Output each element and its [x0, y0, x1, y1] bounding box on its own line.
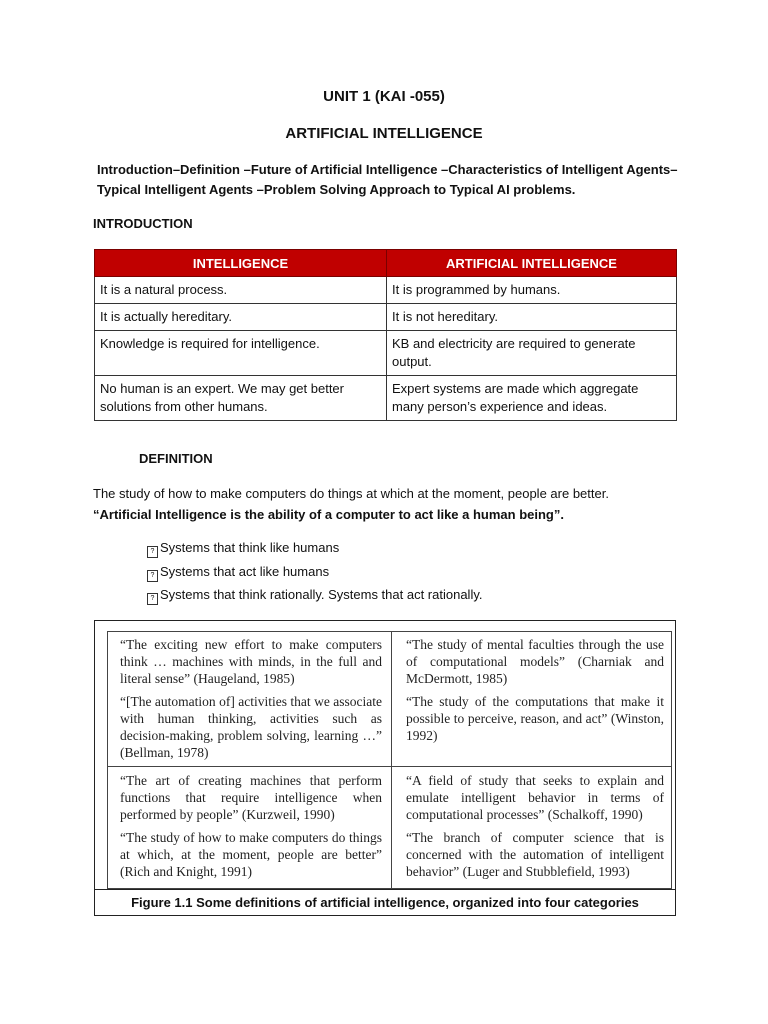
table-header-row: [95, 250, 677, 277]
table-cell: It is programmed by humans.: [387, 277, 677, 304]
figure-cell-top-right: [406, 636, 664, 750]
bullet-text: Systems that think rationally. Systems that act rationally.: [160, 587, 483, 602]
subject-title: ARTIFICIAL INTELLIGENCE: [285, 125, 483, 142]
figure-cell-bottom-left: [120, 772, 382, 886]
definition-text: The study of how to make computers do things at which at the moment, people are better.: [93, 486, 609, 501]
figure-quote: “The art of creating machines that perform functions that require intelligence when performed by people” (Kurzweil, 1990): [120, 773, 382, 822]
missing-glyph-icon: ?: [147, 546, 158, 558]
topics-list: Introduction–Definition –Future of Artificial Intelligence –Characteristics of Intelligent Agents– Typical Intelligent Agents –Problem Solving Approach to Typical AI problems.: [97, 162, 678, 197]
unit-title: UNIT 1 (KAI -055): [323, 88, 445, 105]
table-cell: Expert systems are made which aggregate many person’s experience and ideas.: [387, 376, 677, 421]
missing-glyph-icon: ?: [147, 570, 158, 582]
figure-quote: “[The automation of] activities that we associate with human thinking, activities such as decision-making, problem solving, learning …” (Bellman, 1978): [120, 694, 382, 760]
table-header: ARTIFICIAL INTELLIGENCE: [387, 250, 677, 277]
figure-quote: “The study of the computations that make it possible to perceive, reason, and act” (Winston, 1992): [406, 694, 664, 743]
table-row: [95, 376, 677, 421]
comparison-table: [94, 249, 677, 421]
table-row: [95, 331, 677, 376]
bullet-text: Systems that act like humans: [160, 564, 330, 579]
table-cell: KB and electricity are required to generate output.: [387, 331, 677, 376]
table-row: [95, 304, 677, 331]
figure-caption: Figure 1.1 Some definitions of artificial intelligence, organized into four categories: [95, 889, 675, 916]
bullet-text: Systems that think like humans: [160, 540, 340, 555]
figure-quote: “The exciting new effort to make computers think … machines with minds, in the full and literal sense” (Haugeland, 1985): [120, 637, 382, 686]
bullet-item: [147, 564, 329, 582]
figure-cell-top-left: [120, 636, 382, 767]
definition-heading: DEFINITION: [139, 451, 213, 466]
figure-quote: “The study of how to make computers do things at which, at the moment, people are better” (Rich and Knight, 1991): [120, 830, 382, 879]
definition-quote: “Artificial Intelligence is the ability of a computer to act like a human being”.: [93, 507, 564, 522]
bullet-item: [147, 587, 482, 605]
definitions-grid: [107, 631, 672, 889]
introduction-heading: INTRODUCTION: [93, 216, 193, 231]
figure-quote: “The branch of computer science that is concerned with the automation of intelligent behavior” (Luger and Stubblefield, 1993): [406, 830, 664, 879]
figure-quote: “A field of study that seeks to explain and emulate intelligent behavior in terms of computational processes” (Schalkoff, 1990): [406, 773, 664, 822]
table-cell: Knowledge is required for intelligence.: [95, 331, 387, 376]
bullet-item: [147, 540, 339, 558]
table-cell: It is a natural process.: [95, 277, 387, 304]
figure-cell-bottom-right: [406, 772, 664, 886]
figure-quote: “The study of mental faculties through the use of computational models” (Charniak and McDermott, 1985): [406, 637, 664, 686]
table-cell: It is actually hereditary.: [95, 304, 387, 331]
grid-divider-vertical: [391, 632, 392, 888]
table-cell: It is not hereditary.: [387, 304, 677, 331]
ai-definitions-figure: [94, 620, 676, 916]
table-header: INTELLIGENCE: [95, 250, 387, 277]
table-row: [95, 277, 677, 304]
missing-glyph-icon: ?: [147, 593, 158, 605]
table-cell: No human is an expert. We may get better solutions from other humans.: [95, 376, 387, 421]
